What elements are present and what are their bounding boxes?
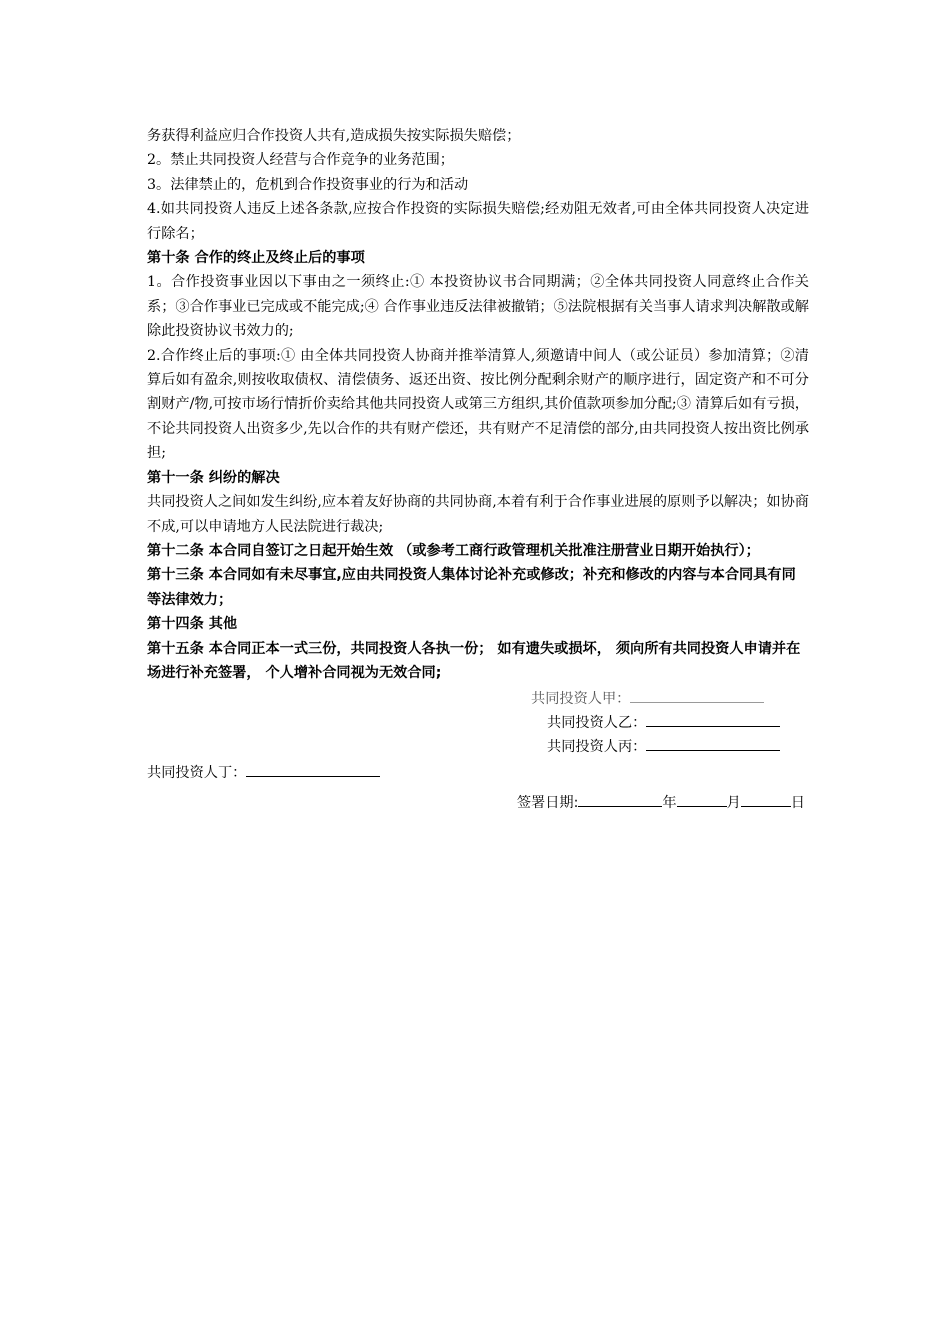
signature-investor-a-line[interactable] [630,688,764,703]
signature-investor-b-line[interactable] [646,712,780,727]
signature-day-label: 日 [790,795,805,812]
signature-year-label: 年 [662,795,677,812]
signature-investor-c-line[interactable] [646,736,780,751]
signature-investor-a [147,687,809,711]
article-10-item-2: 2.合作终止后的事项:① 由全体共同投资人协商并推举清算人,须邀请中间人（或公证员）参加清算；②清算后如有盈余,则按收取债权、清偿债务、返还出资、按比例分配剩余财产的顺序进行，固定资产和不可分割财产/物,可按市场行情折价卖给其他共同投资人或第三方组织,其价值款项参加分配;③ 清算后如有亏损，不论共同投资人出资多少,先以合作的共有财产偿还，共有财产不足清偿的部分,由共同投资人按出资比例承担; [147,347,809,462]
signature-investor-c [147,735,809,759]
signature-investor-b [147,711,809,735]
paragraph-removal-clause: 4.如共同投资人违反上述各条款,应按合作投资的实际损失赔偿;经劝阻无效者,可由全体共同投资人决定进行除名； [147,201,809,242]
signature-investor-c-label: 共同投资人丙： [547,739,647,756]
paragraph-profit-clause: 务获得利益应归合作投资人共有,造成损失按实际损失赔偿； [147,128,521,144]
article-10-item-1: 1。合作投资事业因以下事由之一须终止:① 本投资协议书合同期满；②全体共同投资人同意终止合作关系；③合作事业已完成或不能完成;④ 合作事业违反法律被撤销；⑤法院根据有关当事人请求判决解散或解除此投资协议书效力的; [147,274,809,340]
article-11-body: 共同投资人之间如发生纠纷,应本着友好协商的共同协商,本着有利于合作事业进展的原则予以解决；如协商不成,可以申请地方人民法院进行裁决; [147,494,809,535]
signature-investor-a-label: 共同投资人甲： [531,691,631,708]
paragraph-prohibited-acts-clause: 3。法律禁止的，危机到合作投资事业的行为和活动 [147,176,469,193]
signature-date [147,791,809,815]
article-13: 第十三条 本合同如有未尽事宜,应由共同投资人集体讨论补充或修改；补充和修改的内容与本合同具有同等法律效力； [147,567,796,608]
contract-page [147,124,809,815]
signature-block [147,687,809,815]
signature-investor-d [147,761,809,785]
signature-investor-d-line[interactable] [246,762,380,777]
signature-month-line[interactable] [677,792,727,807]
paragraph-competition-clause: 2。禁止共同投资人经营与合作竞争的业务范围； [147,152,454,169]
signature-year-line[interactable] [578,792,662,807]
signature-day-line[interactable] [741,792,791,807]
article-15: 第十五条 本合同正本一式三份，共同投资人各执一份； 如有遗失或损坏， 须向所有共同投资人申请并在场进行补充签署， 个人增补合同视为无效合同; [147,640,801,681]
article-14: 第十四条 其他 [147,616,238,633]
signature-date-label: 签署日期: [516,795,579,812]
signature-investor-d-label: 共同投资人丁： [147,765,247,782]
article-11-heading: 第十一条 纠纷的解决 [147,469,280,486]
article-10-heading: 第十条 合作的终止及终止后的事项 [147,250,365,267]
signature-month-label: 月 [726,795,741,812]
signature-investor-b-label: 共同投资人乙： [547,715,647,732]
article-12: 第十二条 本合同自签订之日起开始生效 （或参考工商行政管理机关批准注册营业日期开始执行）； [147,542,760,559]
